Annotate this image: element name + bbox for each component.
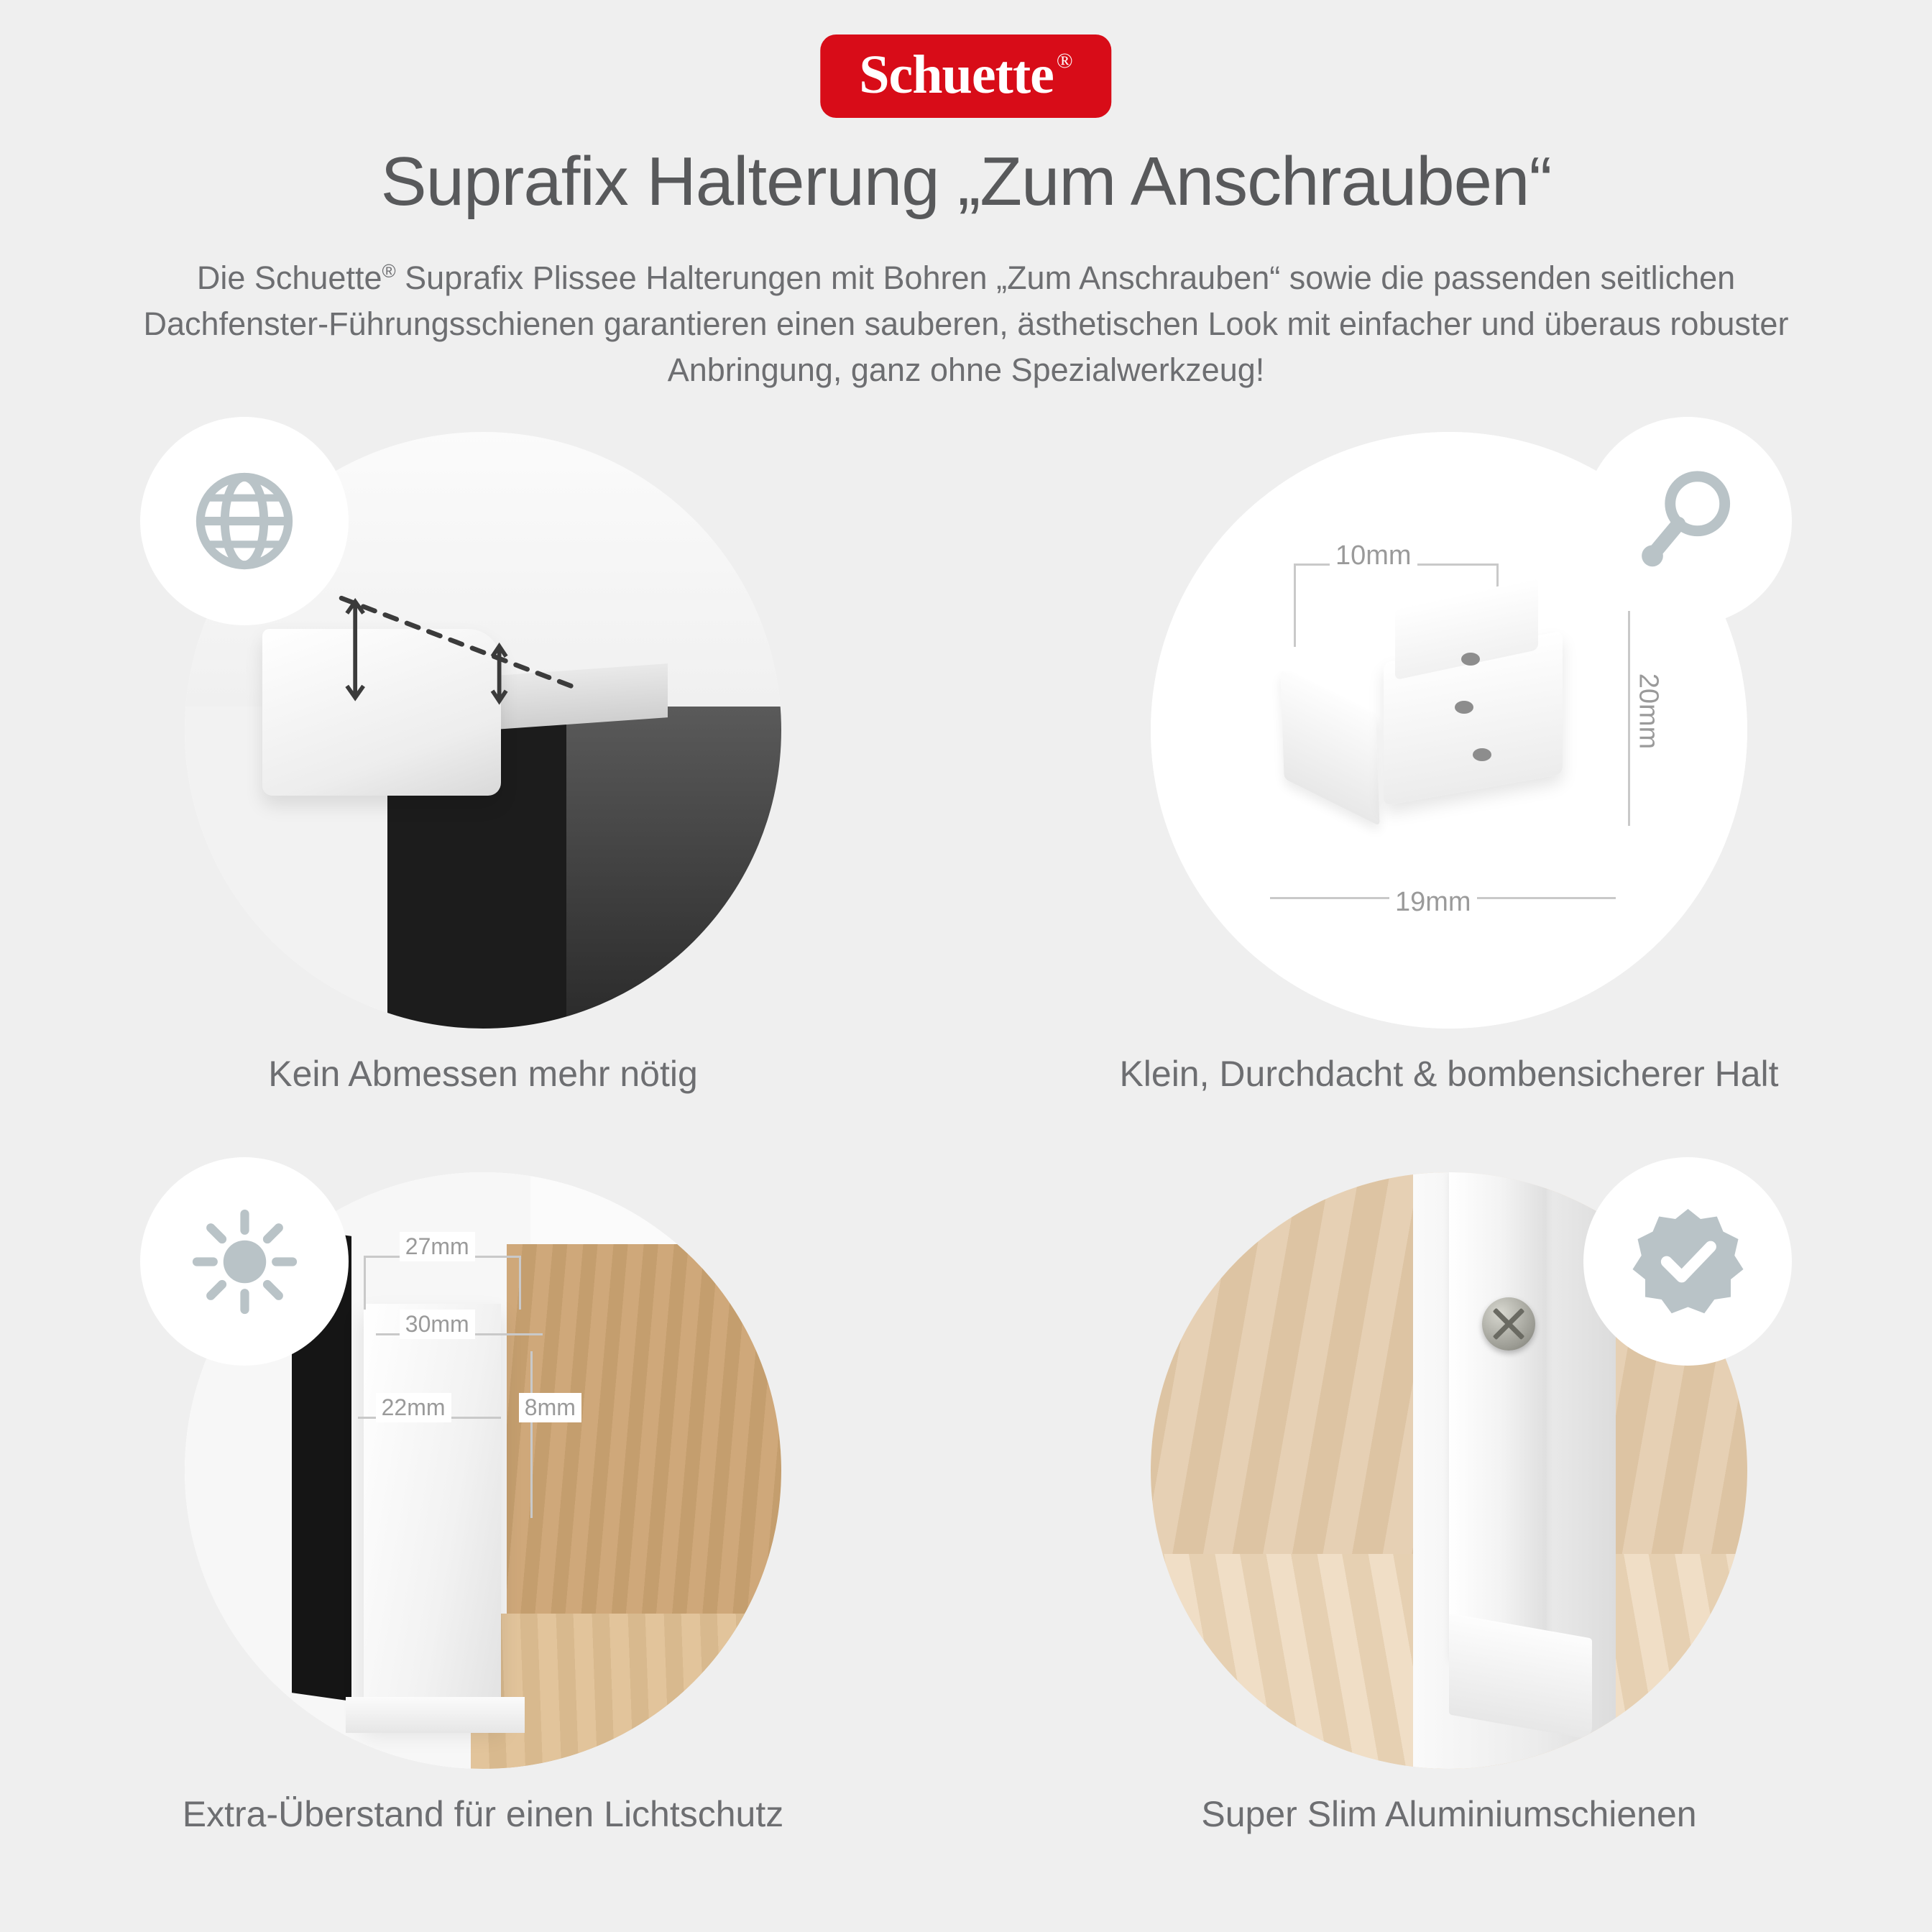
dim-guide-top-left-tick [1294,564,1296,647]
feature-card-no-measuring [0,420,966,1175]
dim-guide-27mm-tick-r [519,1256,521,1310]
dim-label-19mm: 19mm [1389,886,1477,919]
measure-guide-line [328,581,602,724]
subtitle-rest: Suprafix Plissee Halterungen mit Bohren „Zum Anschrauben“ sowie die passenden seitlichen Dachfenster-Führungsschienen garantieren einen sauberen, ästhetischen Look mit einfacher und überaus robuster Anbringung, ganz ohne Spezialwerkzeug! [143,259,1789,388]
subtitle-prefix: Die Schuette [196,259,382,296]
dim-label-30mm: 30mm [400,1310,475,1339]
magnifier-icon [1629,462,1747,581]
clip-hole-1 [1461,653,1480,666]
logo-badge [820,34,1111,118]
dim-label-27mm: 27mm [400,1232,475,1261]
feature-caption-extra-overhang: Extra-Überstand für einen Lichtschutz [182,1794,784,1834]
badge-magnifier [1583,417,1792,625]
feature-grid [0,420,1932,1930]
screw-head [1482,1297,1535,1351]
subtitle-registered-mark: ® [382,260,396,282]
badge-sun [140,1157,349,1366]
feature-caption-small-secure-hold: Klein, Durchdacht & bombensicherer Halt [1119,1054,1779,1094]
dim-guide-8mm [530,1351,533,1518]
logo-wordmark: Schuette [859,45,1054,105]
clip-hole-3 [1473,748,1491,761]
badge-globe [140,417,349,625]
brand-logo [820,34,1111,118]
globe-icon [183,460,305,582]
sun-icon [182,1199,308,1325]
logo-registered-mark: ® [1056,49,1073,73]
check-seal-icon [1625,1199,1751,1325]
feature-caption-super-slim-rails: Super Slim Aluminiumschienen [1201,1794,1697,1834]
dim-label-22mm: 22mm [376,1393,451,1422]
dim-guide-27mm-tick-l [364,1256,366,1310]
feature-card-small-secure-hold [966,420,1932,1175]
dim-label-10mm: 10mm [1330,539,1417,573]
page-title: Suprafix Halterung „Zum Anschrauben“ [380,143,1552,220]
clip-hole-2 [1455,701,1473,714]
page-subtitle [125,255,1807,393]
feature-card-super-slim-rails [966,1161,1932,1915]
dim-guide-right [1628,611,1630,826]
feature-card-extra-overhang [0,1161,966,1915]
dim-label-20mm: 20mm [1631,668,1665,755]
dim-label-8mm: 8mm [519,1393,581,1422]
feature-caption-no-measuring: Kein Abmessen mehr nötig [268,1054,698,1094]
badge-check-seal [1583,1157,1792,1366]
